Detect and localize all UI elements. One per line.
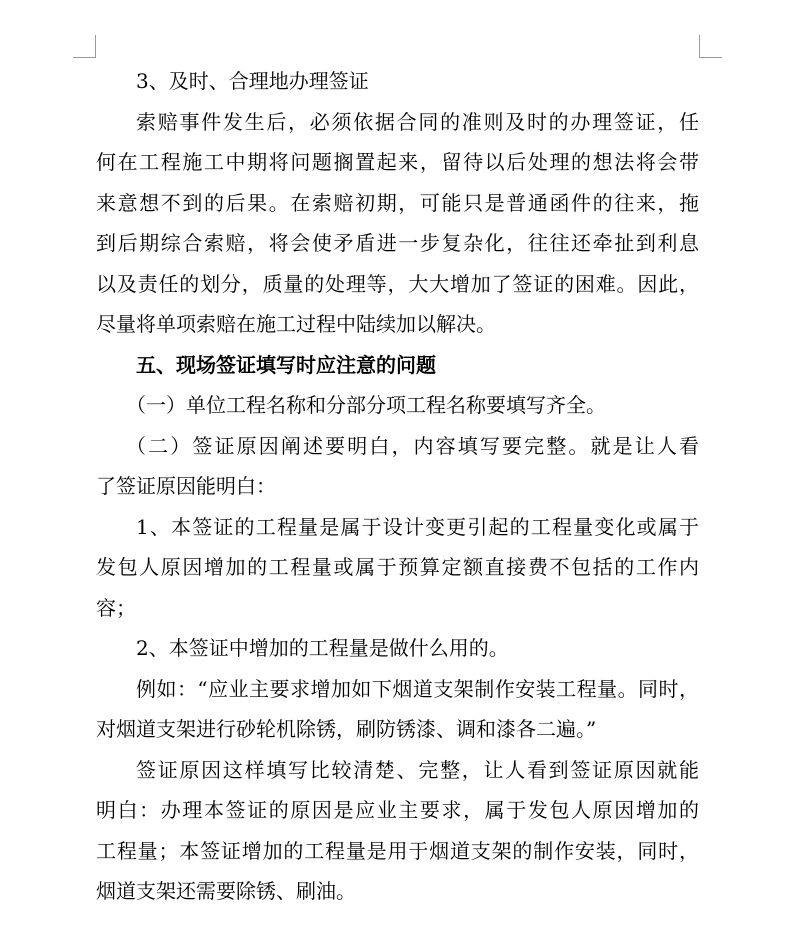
paragraph-line: 发包人原因增加的工程量或属于预算定额直接费不包括的工作内 [96, 555, 699, 579]
section-heading-3: 3、及时、合理地办理签证 [136, 69, 369, 93]
paragraph-line: 到后期综合索赔，将会使矛盾进一步复杂化，往往还牵扯到利息 [96, 231, 699, 255]
paragraph-line: 了签证原因能明白： [96, 474, 276, 498]
paragraph-line: 工程量；本签证增加的工程量是用于烟道支架的制作安装，同时， [96, 838, 699, 863]
paragraph-line: 容； [96, 595, 136, 620]
paragraph-line: 例如：“应业主要求增加如下烟道支架制作安装工程量。同时， [136, 676, 699, 701]
paragraph-line: 2、本签证中增加的工程量是做什么用的。 [136, 636, 509, 660]
paragraph-line: 何在工程施工中期将问题搁置起来，留待以后处理的想法将会带 [96, 150, 699, 174]
list-item-1: （一）单位工程名称和分部分项工程名称要填写齐全。 [126, 393, 606, 417]
paragraph-line: 索赔事件发生后，必须依据合同的准则及时的办理签证，任 [136, 109, 699, 134]
crop-mark-top-left [73, 35, 96, 58]
document-body [96, 61, 699, 912]
paragraph-line: 1、本签证的工程量是属于设计变更引起的工程量变化或属于 [136, 514, 699, 539]
paragraph-line: 明白：办理本签证的原因是应业主要求，属于发包人原因增加的 [96, 798, 699, 822]
section-heading-5: 五、现场签证填写时应注意的问题 [136, 352, 436, 377]
paragraph-line: 以及责任的划分，质量的处理等，大大增加了签证的困难。因此， [96, 271, 699, 296]
crop-mark-top-right [699, 35, 722, 58]
paragraph-line: 尽量将单项索赔在施工过程中陆续加以解决。 [96, 312, 496, 336]
paragraph-line: 来意想不到的后果。在索赔初期，可能只是普通函件的往来，拖 [96, 190, 699, 215]
paragraph-line: 签证原因这样填写比较清楚、完整，让人看到签证原因就能 [136, 757, 699, 782]
paragraph-line: 对烟道支架进行砂轮机除锈，刷防锈漆、调和漆各二遍。” [96, 717, 597, 741]
paragraph-line: 烟道支架还需要除锈、刷油。 [96, 879, 356, 903]
list-item-2: （二）签证原因阐述要明白，内容填写要完整。就是让人看 [126, 433, 699, 458]
